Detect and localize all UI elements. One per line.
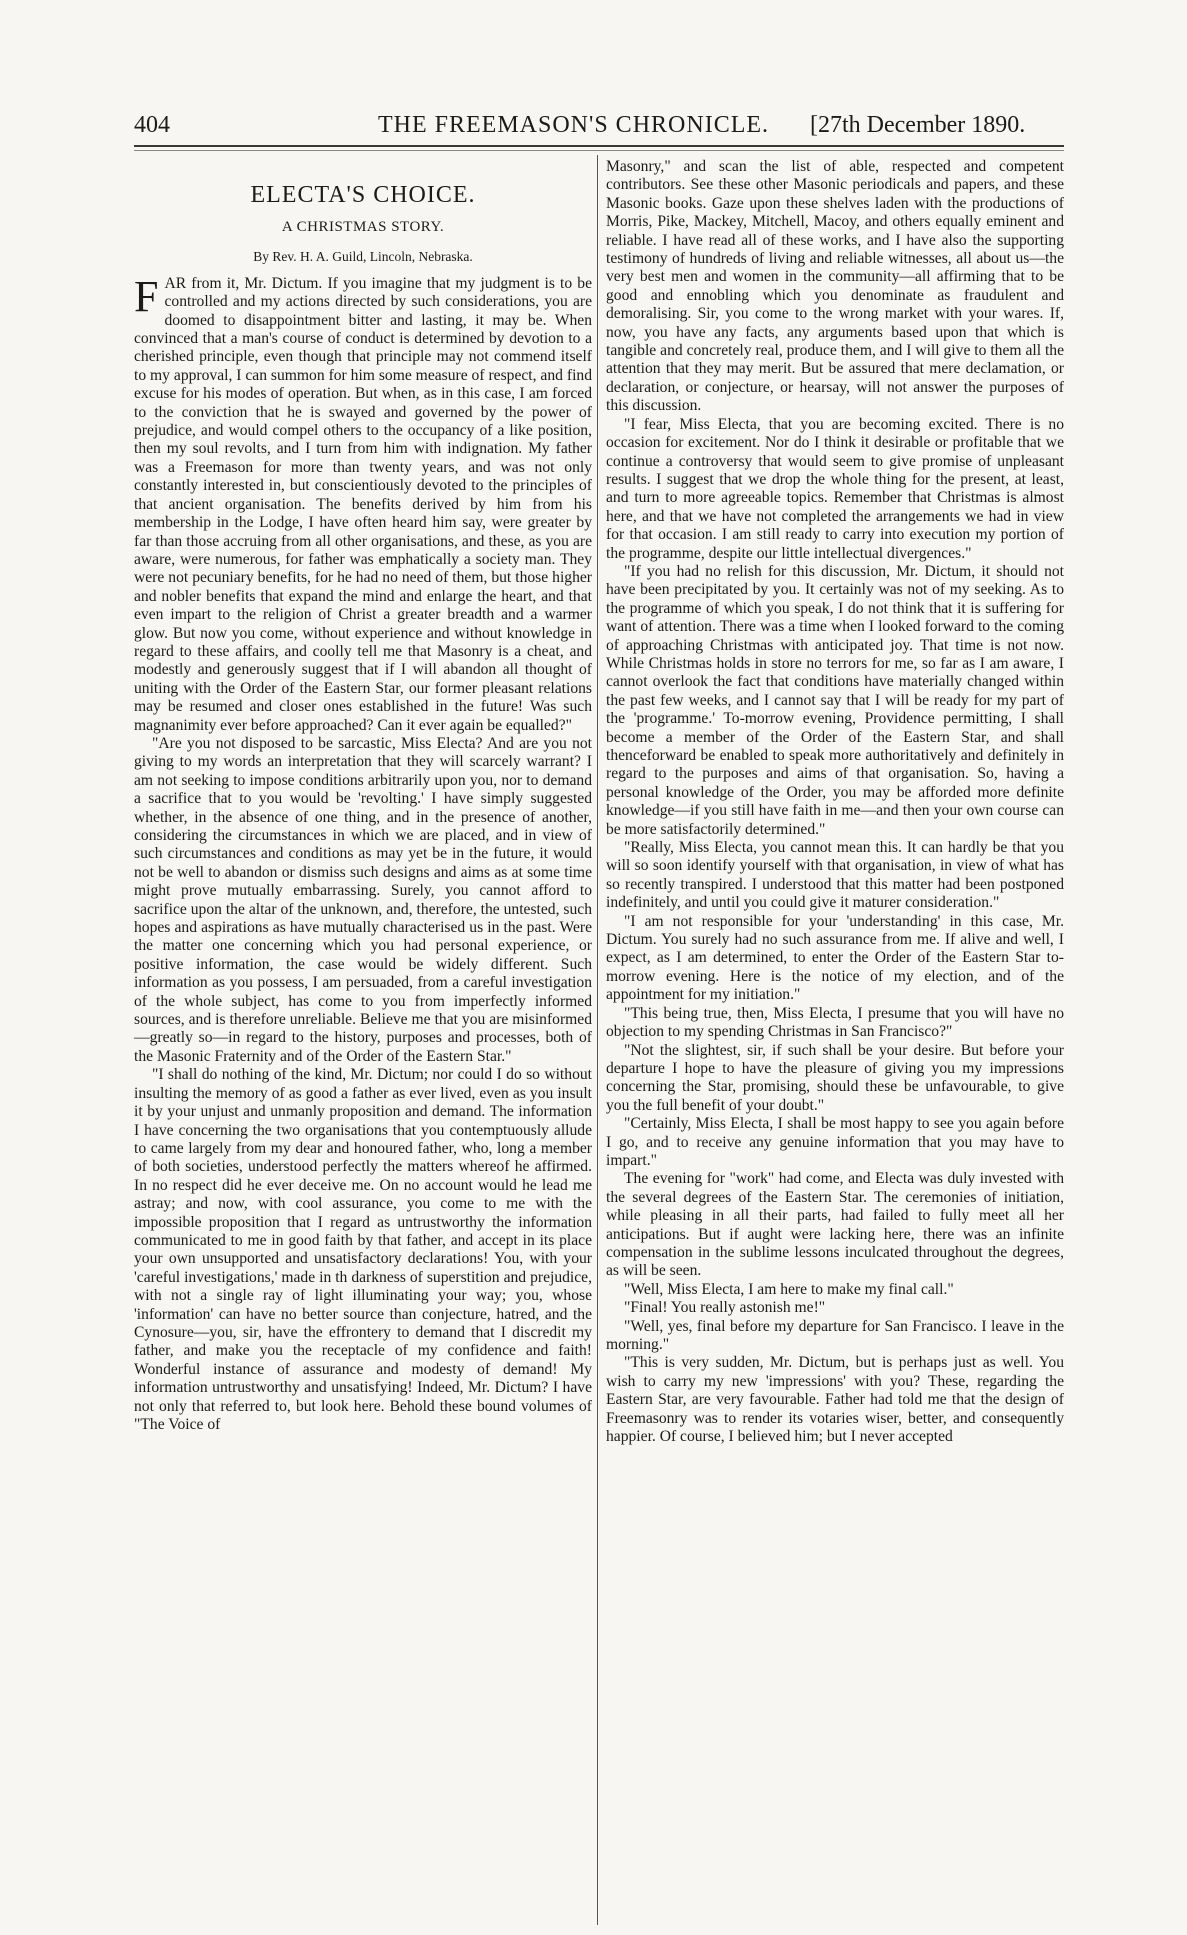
paragraph: "I am not responsible for your 'understanding' in this case, Mr. Dictum. You surely had no such assurance from me. If alive and well, I expect, as I am determined, to enter the Order of the Eastern Star to-morrow evening. Here is the notice of my election, and of the appointment for my initiation." — [606, 912, 1064, 1004]
column-rule — [597, 155, 598, 1925]
right-column — [606, 158, 1064, 1446]
running-head — [0, 112, 1187, 142]
article-title: ELECTA'S CHOICE. — [250, 182, 476, 208]
paragraph-text: AR from it, Mr. Dictum. If you imagine that my judgment is to be controlled and my actions directed by such considerations, you are doomed to disappointment bitter and lasting, it may be. When convinced that a man's course of conduct is determined by devotion to a cherished principle, even though that principle may not commend itself to my approval, I can summon for him some measure of respect, and find excuse for his modes of operation. But when, as in this case, I am forced to the conviction that he is swayed and governed by the power of prejudice, and would compel others to the occupancy of a like position, then my soul revolts, and I turn from him with indignation. My father was a Freemason for more than twenty years, and was not only constantly interested in, but conscientiously devoted to the principles of that ancient organisation. The benefits derived by him from his membership in the Lodge, I have often heard him say, were greater by far than those accruing from all other organisations, and these, as you are aware, were numerous, for father was emphatically a society man. They were not pecuniary benefits, for he had no need of them, but those higher and nobler benefits that expand the mind and enlarge the heart, and that even impart to the religion of Christ a greater breadth and a warmer glow. But now you come, without experience and without knowledge in regard to these affairs, and coolly tell me that Masonry is a cheat, and modestly and generously suggest that if I will abandon all thought of uniting with the Order of the Eastern Star, our former pleasant relations may be resumed and closer ones established in the future! Was such magnanimity ever before approached? Can it ever again be equalled?" — [134, 274, 592, 734]
header-rule-thin — [134, 150, 1064, 151]
paragraph: The evening for "work" had come, and Electa was duly invested with the several degrees of the Eastern Star. The ceremonies of initiation, while pleasing in all their parts, had failed to fully meet all her anticipations. But if aught were lacking here, there was an infinite compensation in the sublime lessons inculcated throughout the degrees, as will be seen. — [606, 1170, 1064, 1280]
paragraph: "This being true, then, Miss Electa, I presume that you will have no objection to my spending Christmas in San Francisco?" — [606, 1004, 1064, 1041]
paragraph: "Final! You really astonish me!" — [624, 1299, 826, 1317]
paragraph: "This is very sudden, Mr. Dictum, but is perhaps just as well. You wish to carry my new 'impressions' with you? These, regarding the Eastern Star, are very favourable. Father had told me that the design of Freemasonry was to render its votaries wiser, better, and consequently happier. Of course, I believed him; but I never accepted — [606, 1354, 1064, 1446]
left-column — [134, 158, 592, 1434]
paragraph: "Really, Miss Electa, you cannot mean this. It can hardly be that you will so soon identify yourself with that organisation, in view of what has so recently transpired. I understood that this matter had been postponed indefinitely, and until you could give it maturer consideration." — [606, 839, 1064, 912]
article-byline: By Rev. H. A. Guild, Lincoln, Nebraska. — [253, 249, 473, 265]
paragraph: "Are you not disposed to be sarcastic, Miss Electa? And are you not giving to my words an interpretation that they will scarcely warrant? I am not seeking to impose conditions arbitrarily upon you, nor to demand a sacrifice that to you would be 'revolting.' I have simply suggested whether, in the absence of one thing, and in the presence of another, considering the circumstances in which we are placed, and in view of such circumstances and conditions as may yet be in the future, it would not be well to abandon or dismiss such designs and aims as at some time might prove mutually embarrassing. Surely, you cannot afford to sacrifice upon the altar of the unknown, and, therefore, the untested, such hopes and aspirations as have mutually characterised us in the past. Were the matter one concerning which you had personal experience, or positive information, the case would be widely different. Such information as you possess, I am persuaded, from a careful investigation of the whole subject, has come to you from imperfectly informed sources, and is therefore unreliable. Believe me that you are misinformed—greatly so—in regard to the history, purposes and processes, both of the Masonic Fraternity and of the Order of the Eastern Star." — [134, 734, 592, 1065]
paragraph: Masonry," and scan the list of able, respected and competent contributors. See these other Masonic periodicals and papers, and these Masonic books. Gaze upon these shelves laden with the productions of Morris, Pike, Mackey, Mitchell, Macoy, and others equally eminent and reliable. I have read all of these works, and I have also the supporting testimony of hundreds of living and reliable witnesses, all about us—the very best men and women in the community—all affirming that to be good and ennobling which you denominate as fraudulent and demoralising. Sir, you come to the wrong market with your wares. If, now, you have any facts, any arguments based upon that which is tangible and concretely real, produce them, and I will give to them all the attention that they may merit. But be assured that mere declamation, or declaration, or conjecture, or hearsay, will not answer the purposes of this discussion. — [606, 158, 1064, 415]
page-number: 404 — [134, 112, 170, 138]
paragraph: "Well, Miss Electa, I am here to make my final call." — [624, 1280, 954, 1298]
issue-date: [27th December 1890. — [810, 112, 1026, 138]
paragraph: "I fear, Miss Electa, that you are becoming excited. There is no occasion for excitement. Nor do I think it desirable or profitable that we continue a controversy that would seem to give promise of unpleasant results. I suggest that we drop the whole thing for the present, at least, and turn to more agreeable topics. Remember that Christmas is almost here, and that we have not completed the arrangements we had in view for that occasion. I am still ready to carry into execution my portion of the programme, despite our little intellectual divergences." — [606, 415, 1064, 562]
header-rule — [134, 145, 1064, 147]
paragraph: "If you had no relish for this discussion, Mr. Dictum, it should not have been precipitated by you. It certainly was not of my seeking. As to the programme of which you speak, I do not think that it is suffering for want of attention. There was a time when I looked forward to the coming of approaching Christmas with anticipated joy. That time is not now. While Christmas holds in store no terrors for me, so far as I am aware, I cannot overlook the fact that conditions have materially changed within the past few weeks, and I cannot say that I will be ready for my part of the 'programme.' To-morrow evening, Providence permitting, I shall become a member of the Order of the Eastern Star, and shall thenceforward be enabled to speak more authoritatively and definitely in regard to the purposes and aims of that organisation. So, having a personal knowledge of the Order, you may be afforded more definite knowledge—if you still have faith in me—and then your own course can be more satisfactorily determined." — [606, 562, 1064, 838]
paragraph: "Well, yes, final before my departure for San Francisco. I leave in the morning." — [606, 1317, 1064, 1353]
journal-title: THE FREEMASON'S CHRONICLE. — [378, 112, 770, 138]
article-subtitle: A CHRISTMAS STORY. — [281, 219, 445, 235]
drop-cap: F — [134, 271, 159, 321]
paragraph: "Certainly, Miss Electa, I shall be most happy to see you again before I go, and to receive any genuine information that you may have to impart." — [606, 1115, 1064, 1169]
paragraph: "Not the slightest, sir, if such shall be your desire. But before your departure I hope to have the pleasure of giving you my impressions concerning the Star, promising, should these be unfavourable, to give you the full benefit of your doubt." — [606, 1041, 1064, 1114]
paragraph: "I shall do nothing of the kind, Mr. Dictum; nor could I do so without insulting the memory of as good a father as ever lived, even as you insult it by your unjust and unmanly proposition and demand. The information I have concerning the two organisations that you contemptuously allude to came largely from my dear and honoured father, who, long a member of both societies, understood perfectly the matters whereof he affirmed. In no respect did he ever deceive me. On no account would he lead me astray; and now, with cool assurance, you come to me with the impossible proposition that I regard as untrustworthy the information communicated to me in good faith by that father, and accept in its place your own unsupported and unsatisfactory declarations! You, with your 'careful investigations,' made in th darkness of superstition and prejudice, with not a single ray of light illuminating your way; you, whose 'information' can have no better source than conjecture, hatred, and the Cynosure—you, sir, have the effrontery to demand that I discredit my father, and make you the receptacle of my confidence and faith! Wonderful instance of assurance and modesty of demand! My information untrustworthy and unsatisfying! Indeed, Mr. Dictum? I have not only that referred to, but look here. Behold these bound volumes of "The Voice of — [134, 1066, 592, 1433]
paragraph — [134, 271, 592, 735]
